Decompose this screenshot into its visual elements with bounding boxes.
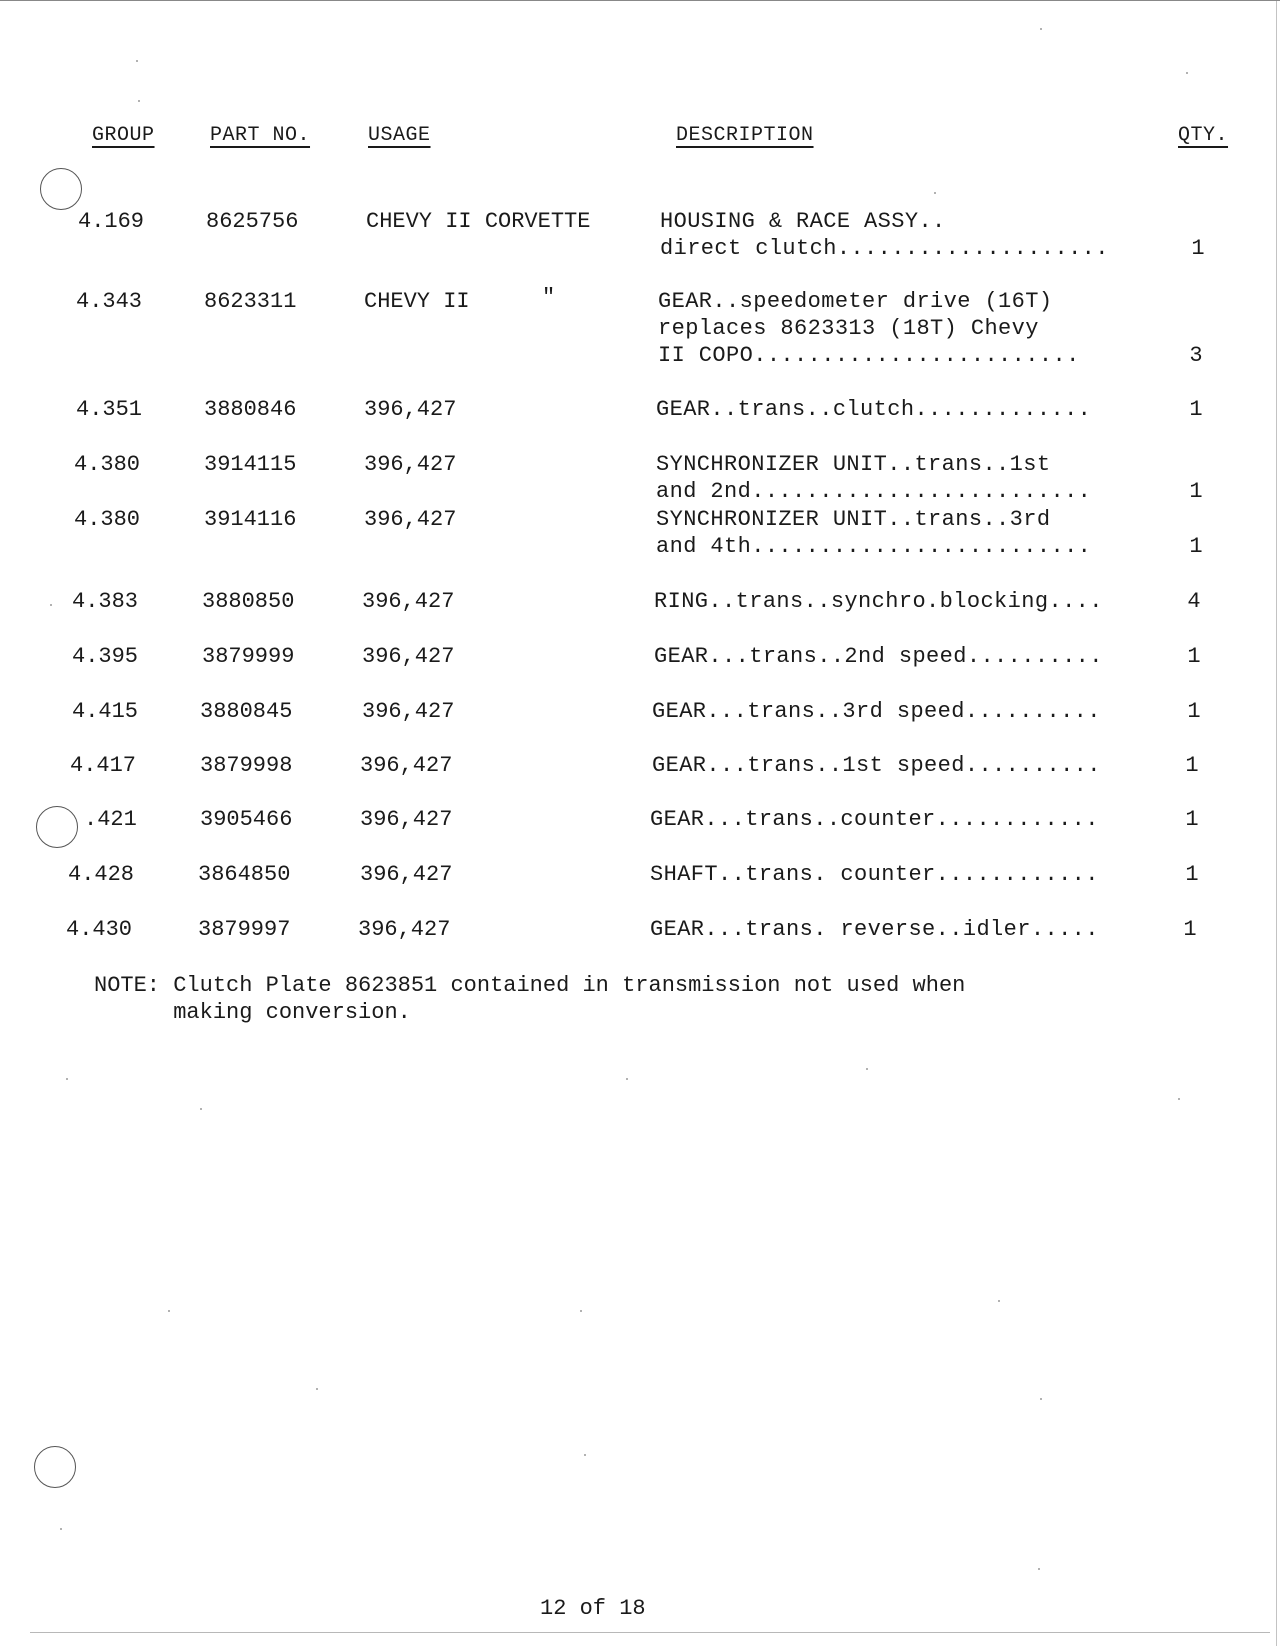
row-qty: 1 xyxy=(1185,862,1199,887)
scan-speck xyxy=(1038,1568,1040,1570)
row-qty: 1 xyxy=(1185,807,1199,832)
note-line-2: making conversion. xyxy=(94,1000,411,1025)
row-qty: 1 xyxy=(1187,699,1201,724)
row-usage: CHEVY II CORVETTE xyxy=(366,209,591,234)
row-description-line: direct clutch.................... xyxy=(660,236,1109,261)
scan-speck xyxy=(168,1310,170,1312)
row-part-no: 3880850 xyxy=(202,589,295,614)
scan-speck xyxy=(1040,1398,1042,1400)
row-group: 4.428 xyxy=(68,862,135,887)
row-qty: 1 xyxy=(1187,644,1201,669)
punch-hole-middle xyxy=(36,806,78,848)
row-description-line: and 4th......................... xyxy=(656,534,1092,559)
row-group: 4.430 xyxy=(66,917,133,942)
row-description-line: SYNCHRONIZER UNIT..trans..3rd xyxy=(656,507,1051,532)
row-group: .421 xyxy=(84,807,137,832)
scan-speck xyxy=(580,1310,582,1312)
row-usage: 396,427 xyxy=(360,807,453,832)
header-description: DESCRIPTION xyxy=(676,124,814,147)
row-qty: 3 xyxy=(1189,343,1203,368)
row-description-line: SYNCHRONIZER UNIT..trans..1st xyxy=(656,452,1051,477)
row-usage: 396,427 xyxy=(362,699,455,724)
scan-speck xyxy=(50,604,52,606)
scan-speck xyxy=(136,60,138,62)
scan-speck xyxy=(1040,28,1042,30)
header-qty: QTY. xyxy=(1178,124,1229,147)
row-qty: 1 xyxy=(1183,917,1197,942)
row-usage: 396,427 xyxy=(362,644,455,669)
row-description-line: replaces 8623313 (18T) Chevy xyxy=(658,316,1039,341)
header-usage: USAGE xyxy=(368,124,431,147)
note-line-1: NOTE: Clutch Plate 8623851 contained in transmission not used when xyxy=(94,973,966,998)
row-group: 4.351 xyxy=(76,397,143,422)
row-usage: 396,427 xyxy=(362,589,455,614)
scan-speck xyxy=(1186,72,1188,74)
row-qty: 1 xyxy=(1189,479,1203,504)
page-number: 12 of 18 xyxy=(540,1596,646,1621)
row-usage: 396,427 xyxy=(360,753,453,778)
header-group: GROUP xyxy=(92,124,155,147)
row-group: 4.383 xyxy=(72,589,139,614)
row-part-no: 8625756 xyxy=(206,209,299,234)
row-part-no: 3914116 xyxy=(204,507,297,532)
row-description-line: RING..trans..synchro.blocking.... xyxy=(654,589,1103,614)
row-part-no: 8623311 xyxy=(204,289,297,314)
row-part-no: 3879997 xyxy=(198,917,291,942)
row-part-no: 3880846 xyxy=(204,397,297,422)
scan-speck xyxy=(60,1528,62,1530)
row-description-line: GEAR...trans. reverse..idler..... xyxy=(650,917,1099,942)
row-qty: 1 xyxy=(1189,397,1203,422)
row-usage: CHEVY II xyxy=(364,289,470,314)
row-usage: 396,427 xyxy=(358,917,451,942)
scan-speck xyxy=(866,1068,868,1070)
scan-speck xyxy=(1178,1098,1180,1100)
row-description-line: GEAR...trans..3rd speed.......... xyxy=(652,699,1101,724)
punch-hole-bottom xyxy=(34,1446,76,1488)
row-group: 4.380 xyxy=(74,452,141,477)
row-description-line: SHAFT..trans. counter............ xyxy=(650,862,1099,887)
scan-speck xyxy=(584,1454,586,1456)
row-group: 4.343 xyxy=(76,289,143,314)
top-edge-line xyxy=(0,0,1280,1)
row-usage: 396,427 xyxy=(360,862,453,887)
row-qty: 1 xyxy=(1191,236,1205,261)
row-part-no: 3879998 xyxy=(200,753,293,778)
row-description-line: GEAR...trans..1st speed.......... xyxy=(652,753,1101,778)
row-description-line: HOUSING & RACE ASSY.. xyxy=(660,209,946,234)
row-usage: 396,427 xyxy=(364,397,457,422)
row-qty: 1 xyxy=(1189,534,1203,559)
scan-speck xyxy=(138,100,140,102)
row-description-line: GEAR...trans..2nd speed.......... xyxy=(654,644,1103,669)
row-usage-ditto-mark: " xyxy=(542,285,556,310)
row-usage: 396,427 xyxy=(364,507,457,532)
scan-speck xyxy=(66,1078,68,1080)
row-group: 4.417 xyxy=(70,753,137,778)
row-group: 4.395 xyxy=(72,644,139,669)
row-group: 4.169 xyxy=(78,209,145,234)
row-part-no: 3880845 xyxy=(200,699,293,724)
row-description-line: GEAR..trans..clutch............. xyxy=(656,397,1092,422)
scan-speck xyxy=(200,1108,202,1110)
scan-speck xyxy=(626,1078,628,1080)
row-group: 4.415 xyxy=(72,699,139,724)
punch-hole-top xyxy=(40,168,82,210)
row-description-line: GEAR..speedometer drive (16T) xyxy=(658,289,1053,314)
right-edge-line xyxy=(1276,0,1277,1646)
row-part-no: 3905466 xyxy=(200,807,293,832)
row-description-line: GEAR...trans..counter............ xyxy=(650,807,1099,832)
bottom-edge-line xyxy=(30,1632,1270,1633)
scan-speck xyxy=(998,1300,1000,1302)
scan-speck xyxy=(316,1388,318,1390)
row-part-no: 3864850 xyxy=(198,862,291,887)
header-part-no: PART NO. xyxy=(210,124,311,147)
row-part-no: 3879999 xyxy=(202,644,295,669)
row-description-line: and 2nd......................... xyxy=(656,479,1092,504)
row-qty: 4 xyxy=(1187,589,1201,614)
row-group: 4.380 xyxy=(74,507,141,532)
row-description-line: II COPO........................ xyxy=(658,343,1080,368)
row-qty: 1 xyxy=(1185,753,1199,778)
row-usage: 396,427 xyxy=(364,452,457,477)
scan-speck xyxy=(934,192,936,194)
row-part-no: 3914115 xyxy=(204,452,297,477)
